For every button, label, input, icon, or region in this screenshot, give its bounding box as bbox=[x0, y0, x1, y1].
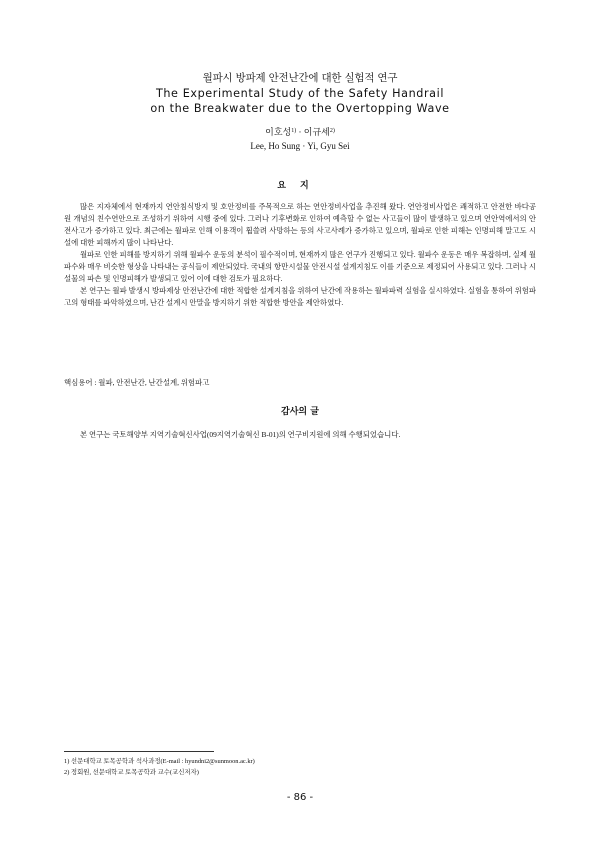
abstract-paragraph-1: 많은 지자체에서 현재까지 연안침식방지 및 호안정비를 주목적으로 하는 연안정비사업을 추진해 왔다. 연안정비사업은 쾌적하고 안전한 바다공원 개념의 친수연안으로 조성하기 위하여 시행 중에 있다. 그러나 기후변화로 인하여 예측할 수 없는 사고들이 많이 발생하고 있으며 연안역에서의 안전사고가 증가하고 있다. 최근에는 월파로 인해 이용객이 휩쓸려 사망하는 등의 사고사례가 증가하고 있으며, 월파로 인한 피해는 인명피해 말고도 시설에 대한 피해까지 많이 나타난다. bbox=[64, 202, 536, 247]
paper-title bbox=[0, 70, 600, 116]
abstract-paragraph-2: 월파로 인한 피해를 방지하기 위해 월파수 운동의 분석이 필수적이며, 현재까지 많은 연구가 진행되고 있다. 월파수 운동은 매우 복잡하며, 실제 월파수와 매우 비슷한 형상을 나타내는 공식들이 제안되었다. 국내의 항만시설물 안전시설 설계지침도 이를 기준으로 제정되어 사용되고 있다. 그러나 시설물의 파손 및 인명피해가 발생되고 있어 이에 대한 검토가 필요하다. bbox=[64, 250, 536, 283]
title-english-line-2: on the Breakwater due to the Overtopping Wave bbox=[150, 102, 450, 115]
author-block bbox=[0, 125, 600, 153]
authors-english: Lee, Ho Sung · Yi, Gyu Sei bbox=[250, 141, 350, 151]
footnote-divider bbox=[64, 751, 214, 752]
author-2-name: 이규세 bbox=[303, 127, 330, 137]
footnotes bbox=[64, 756, 536, 778]
author-1-footnote-mark: 1) bbox=[291, 128, 297, 134]
title-english-line-1: The Experimental Study of the Safety Handrail bbox=[155, 87, 445, 100]
acknowledgement-heading: 감사의 글 bbox=[281, 407, 319, 417]
page-number: - 86 - bbox=[286, 792, 314, 803]
abstract-body bbox=[64, 201, 536, 309]
author-separator: · bbox=[296, 127, 304, 137]
acknowledgement-body: 본 연구는 국토해양부 지역기술혁신사업(09지역기술혁신 B-01)의 연구비지원에 의해 수행되었습니다. bbox=[80, 430, 401, 439]
author-2-footnote-mark: 2) bbox=[329, 128, 335, 134]
footnote-1: 1) 선문대학교 토목공학과 석사과정(E-mail : hyundni2@sunmoon.ac.kr) bbox=[64, 758, 255, 765]
keywords: 핵심용어 : 월파, 안전난간, 난간설계, 위험파고 bbox=[64, 378, 210, 387]
author-1-name: 이호성 bbox=[265, 127, 292, 137]
footnote-2: 2) 정회원, 선문대학교 토목공학과 교수(교신저자) bbox=[64, 769, 199, 776]
abstract-paragraph-3: 본 연구는 월파 발생시 방파제상 안전난간에 대한 적합한 설계지침을 위하여 난간에 작용하는 월파파력 실험을 실시하였다. 실험을 통하여 위험파고의 형태를 파악하였으며, 난간 설계시 안말을 방지하기 위한 적합한 방안을 제안하였다. bbox=[64, 286, 536, 307]
authors-korean bbox=[0, 125, 600, 139]
abstract-heading: 요지 bbox=[277, 181, 323, 191]
title-korean: 월파시 방파제 안전난간에 대한 실험적 연구 bbox=[202, 72, 398, 84]
